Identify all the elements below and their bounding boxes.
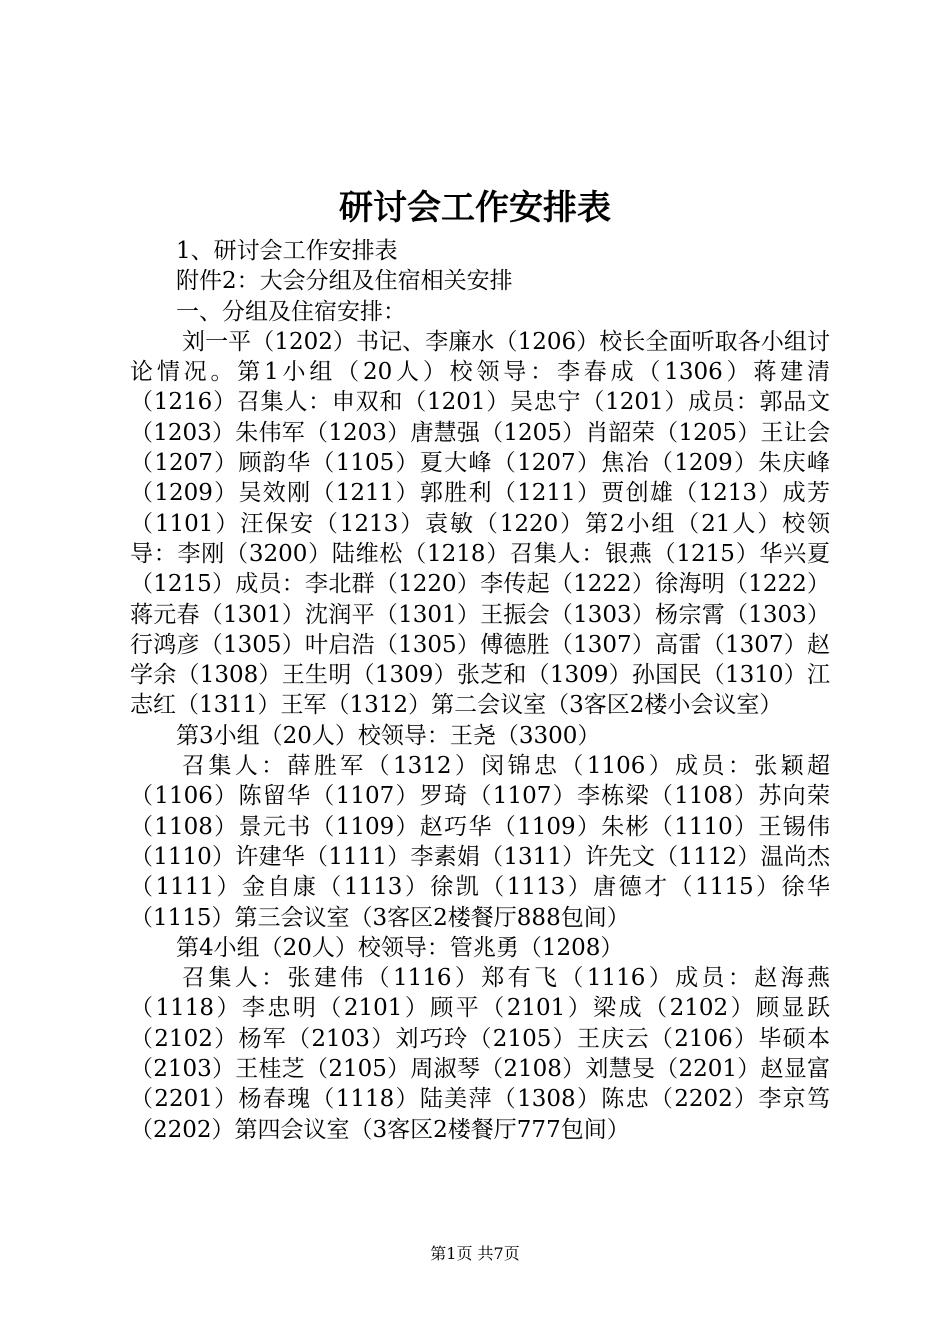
paragraph-group-3-leader: 第3小组（20人）校领导：王尧（3300） xyxy=(176,722,601,749)
paragraph-attachment: 附件2：大会分组及住宿相关安排 xyxy=(176,268,513,295)
paragraph-heading-1: 1、研讨会工作安排表 xyxy=(176,238,398,264)
paragraph-group-4-members: 召集人：张建伟（1116）郑有飞（1116）成员：赵海燕（1118）李忠明（2101）顾平（2101）梁成（2102）顾显跃（2102）杨军（2103）刘巧玲（2105）王庆云（2106）毕硕本（2103）王桂芝（2105）周淑琴（2108）刘慧旻（2201）赵显富（2201）杨春瑰（1118）陆美萍（1308）陈忠（2202）李京笃（2202）第四会议室（3客区2楼餐厅777包间） xyxy=(130,965,830,1143)
paragraph-section-1: 一、分组及住宿安排： xyxy=(176,298,406,325)
paragraph-group-3-members: 召集人：薛胜军（1312）闵锦忠（1106）成员：张颖超（1106）陈留华（1107）罗琦（1107）李栋梁（1108）苏向荣（1108）景元书（1109）赵巧华（1109）朱彬（1110）王锡伟（1110）许建华（1111）李素娟（1311）许先文（1112）温尚杰（1111）金自康（1113）徐凯（1113）唐德才（1115）徐华（1115）第三会议室（3客区2楼餐厅888包间） xyxy=(130,753,830,931)
document-body xyxy=(130,236,830,1145)
page-footer: 第1页 共7页 xyxy=(430,1244,520,1263)
paragraph-groups-1-2: 刘一平（1202）书记、李廉水（1206）校长全面听取各小组讨论情况。第1小组（20人）校领导：李春成（1306）蒋建清（1216）召集人：申双和（1201）吴忠宁（1201）成员：郭品文（1203）朱伟军（1203）唐慧强（1205）肖韶荣（1205）王让会（1207）顾韵华（1105）夏大峰（1207）焦冶（1209）朱庆峰（1209）吴效刚（1211）郭胜利（1211）贾创雄（1213）成芳（1101）汪保安（1213）袁敏（1220）第2小组（21人）校领导：李刚（3200）陆维松（1218）召集人：银燕（1215）华兴夏（1215）成员：李北群（1220）李传起（1222）徐海明（1222）蒋元春（1301）沈润平（1301）王振会（1303）杨宗霄（1303）行鸿彦（1305）叶启浩（1305）傅德胜（1307）高雷（1307）赵学余（1308）王生明（1309）张芝和（1309）孙国民（1310）江志红（1311）王军（1312）第二会议室（3客区2楼小会议室） xyxy=(130,328,830,719)
paragraph-group-4-leader: 第4小组（20人）校领导：管兆勇（1208） xyxy=(176,934,624,961)
document-title: 研讨会工作安排表 xyxy=(339,188,611,228)
